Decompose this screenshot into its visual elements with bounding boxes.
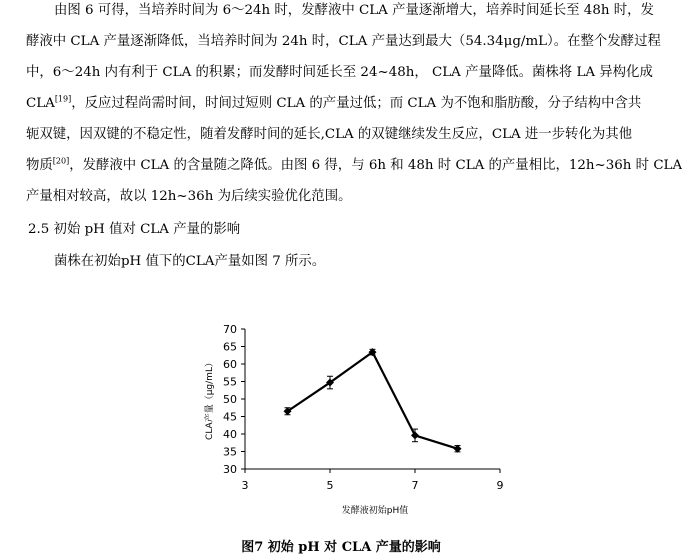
y-tick-label: 50 [223,393,237,406]
x-tick-label: 5 [326,479,334,492]
line-4-rest: ，反应过程尚需时间，时间过短则 CLA 的产量过低；而 CLA 为不饱和脂肪酸，分子结构中含共 [71,96,642,111]
data-line [288,352,458,449]
section-heading: 2.5 初始 pH 值对 CLA 产量的影响 [28,222,241,237]
y-tick-label: 70 [223,323,237,336]
y-axis-title: CLA产量（μg/mL） [205,358,215,440]
x-axis-title: 发酵液初始pH值 [341,506,409,516]
line-4-start: CLA [26,96,55,111]
y-tick-label: 55 [223,375,237,389]
y-tick-label: 40 [223,428,237,441]
x-tick-label: 9 [496,479,504,492]
x-tick-label: 7 [411,479,419,492]
x-tick-label: 3 [241,479,249,492]
paragraph-line-1: 由图 6 可得，当培养时间为 6～24h 时，发酵液中 CLA 产量逐渐增大，培养时间延长至 48h 时，发 [54,3,654,18]
line-6-rest: ，发酵液中 CLA 的含量随之降低。由图 6 得，与 6h 和 48h 时 CLA 的产量相比，12h~36h 时 CLA [69,158,682,173]
figure-caption: 图7 初始 pH 对 CLA 产量的影响 [241,540,441,555]
figure-intro-sentence: 菌株在初始pH 值下的CLA产量如图 7 所示。 [54,254,326,269]
y-tick-label: 30 [223,463,237,476]
data-point-marker [411,431,419,439]
y-tick-label: 45 [223,410,237,424]
paragraph-line-7: 产量相对较高，故以 12h~36h 为后续实验优化范围。 [26,189,352,204]
citation-19: [19] [54,94,72,104]
paragraph-line-5: 轭双键，因双键的不稳定性，随着发酵时间的延长,CLA 的双键继续发生反应，CLA 进一步转化为其他 [26,127,633,142]
paragraph-line-3: 中，6～24h 内有利于 CLA 的积累；而发酵时间延长至 24~48h， CLA 产量降低。菌株将 LA 异构化成 [26,65,653,80]
y-tick-label: 35 [223,445,237,459]
chart-ticks [223,323,504,492]
y-tick-label: 65 [223,340,237,354]
chart-series [284,348,462,453]
paragraph-line-2: 酵液中 CLA 产量逐渐降低，当培养时间为 24h 时，CLA 产量达到最大（54.34μg/mL）。在整个发酵过程 [26,34,661,49]
citation-20: [20] [52,156,70,166]
y-tick-label: 60 [223,358,237,371]
line-6-start: 物质 [26,158,53,173]
